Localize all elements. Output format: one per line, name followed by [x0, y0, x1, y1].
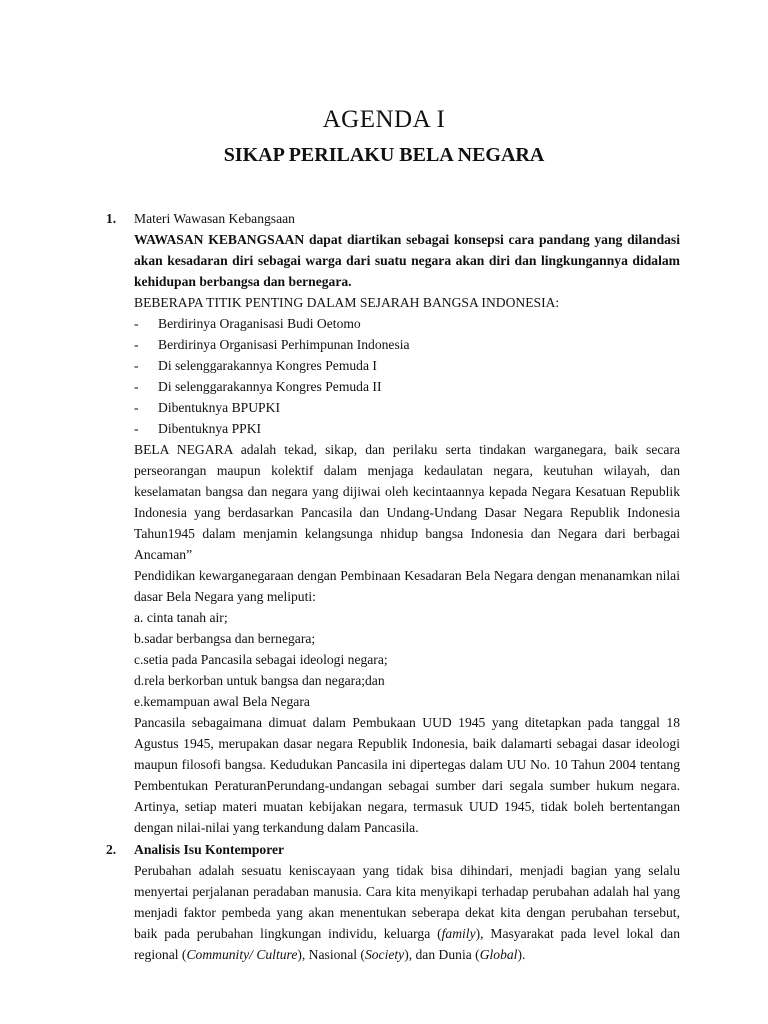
definition-paragraph: WAWASAN KEBANGSAAN dapat diartikan sebagai konsepsi cara pandang yang dilandasi akan kesadaran diri sebagai warga dari suatu negara akan diri dan lingkungannya didalam kehidupan berbangsa dan bernegara.	[134, 232, 680, 289]
list-item: - Berdirinya Oraganisasi Budi Oetomo	[134, 316, 361, 331]
section-1	[106, 208, 680, 838]
list-item: c.setia pada Pancasila sebagai ideologi negara;	[134, 652, 388, 667]
term-community: Community/ Culture	[186, 947, 298, 962]
history-intro: BEBERAPA TITIK PENTING DALAM SEJARAH BANGSA INDONESIA:	[134, 295, 560, 310]
document-body	[106, 208, 680, 965]
page-subtitle: SIKAP PERILAKU BELA NEGARA	[223, 144, 545, 166]
pendidikan-paragraph: Pendidikan kewarganegaraan dengan Pembinaan Kesadaran Bela Negara dengan menanamkan nilai dasar Bela Negara yang meliputi:	[134, 568, 680, 604]
term-society: Society	[364, 947, 405, 962]
list-item: d.rela berkorban untuk bangsa dan negara;dan	[134, 673, 385, 688]
pancasila-paragraph: Pancasila sebagaimana dimuat dalam Pembukaan UUD 1945 yang ditetapkan pada tanggal 18 Agustus 1945, merupakan dasar negara Republik Indonesia, baik dalamarti sebagai dasar ideologi maupun filosofi bangsa. Kedudukan Pancasila ini dipertegas dalam UU No. 10 Tahun 2004 tentang Pembentukan PeraturanPerundang-undangan sebagai sumber dari segala sumber hukum negara. Artinya, setiap materi muatan kebijakan negara, termasuk UUD 1945, tidak boleh bertentangan dengan nilai-nilai yang terkandung dalam Pancasila.	[134, 715, 680, 835]
section-2-number: 2.	[106, 842, 117, 857]
list-item: - Berdirinya Organisasi Perhimpunan Indonesia	[134, 337, 410, 352]
list-item: - Dibentuknya PPKI	[134, 421, 262, 436]
term-family: family	[441, 926, 476, 941]
list-item: - Di selenggarakannya Kongres Pemuda II	[134, 379, 382, 394]
values-list	[134, 607, 680, 712]
page-title: AGENDA I	[322, 106, 446, 133]
list-item: - Dibentuknya BPUPKI	[134, 400, 280, 415]
bela-negara-paragraph: BELA NEGARA adalah tekad, sikap, dan perilaku serta tindakan warganegara, baik secara perseorangan maupun kolektif dalam menjaga kedaulatan negara, keutuhan wilayah, dan keselamatan bangsa dan negara yang dijiwai oleh kecintaannya kepada Negara Kesatuan Republik Indonesia yang berdasarkan Pancasila dan Undang-Undang Dasar Negara Republik Indonesia Tahun1945 dalam menjamin kelangsunga nhidup bangsa Indonesia dan Negara dari berbagai Ancaman”	[134, 442, 680, 562]
list-item: b.sadar berbangsa dan bernegara;	[134, 631, 316, 646]
term-global: Global	[479, 947, 518, 962]
perubahan-paragraph: Perubahan adalah sesuatu keniscayaan yang tidak bisa dihindari, menjadi bagian yang selalu menyertai perjalanan peradaban manusia. Cara kita menyikapi terhadap perubahan adalah hal yang menjadi faktor pembeda yang akan menentukan seberapa dekat kita dengan perubahan tersebut, baik pada perubahan lingkungan individu, keluarga (family), Masyarakat pada level lokal dan regional (Community/ Culture), Nasional (Society), dan Dunia (Global).	[134, 863, 680, 962]
section-2-heading: Analisis Isu Kontemporer	[134, 842, 285, 857]
history-list	[134, 313, 680, 439]
section-1-heading: Materi Wawasan Kebangsaan	[134, 211, 295, 226]
section-2	[106, 839, 680, 965]
list-item: e.kemampuan awal Bela Negara	[134, 694, 310, 709]
list-item: - Di selenggarakannya Kongres Pemuda I	[134, 358, 377, 373]
section-1-number: 1.	[106, 211, 117, 226]
list-item: a. cinta tanah air;	[134, 610, 228, 625]
